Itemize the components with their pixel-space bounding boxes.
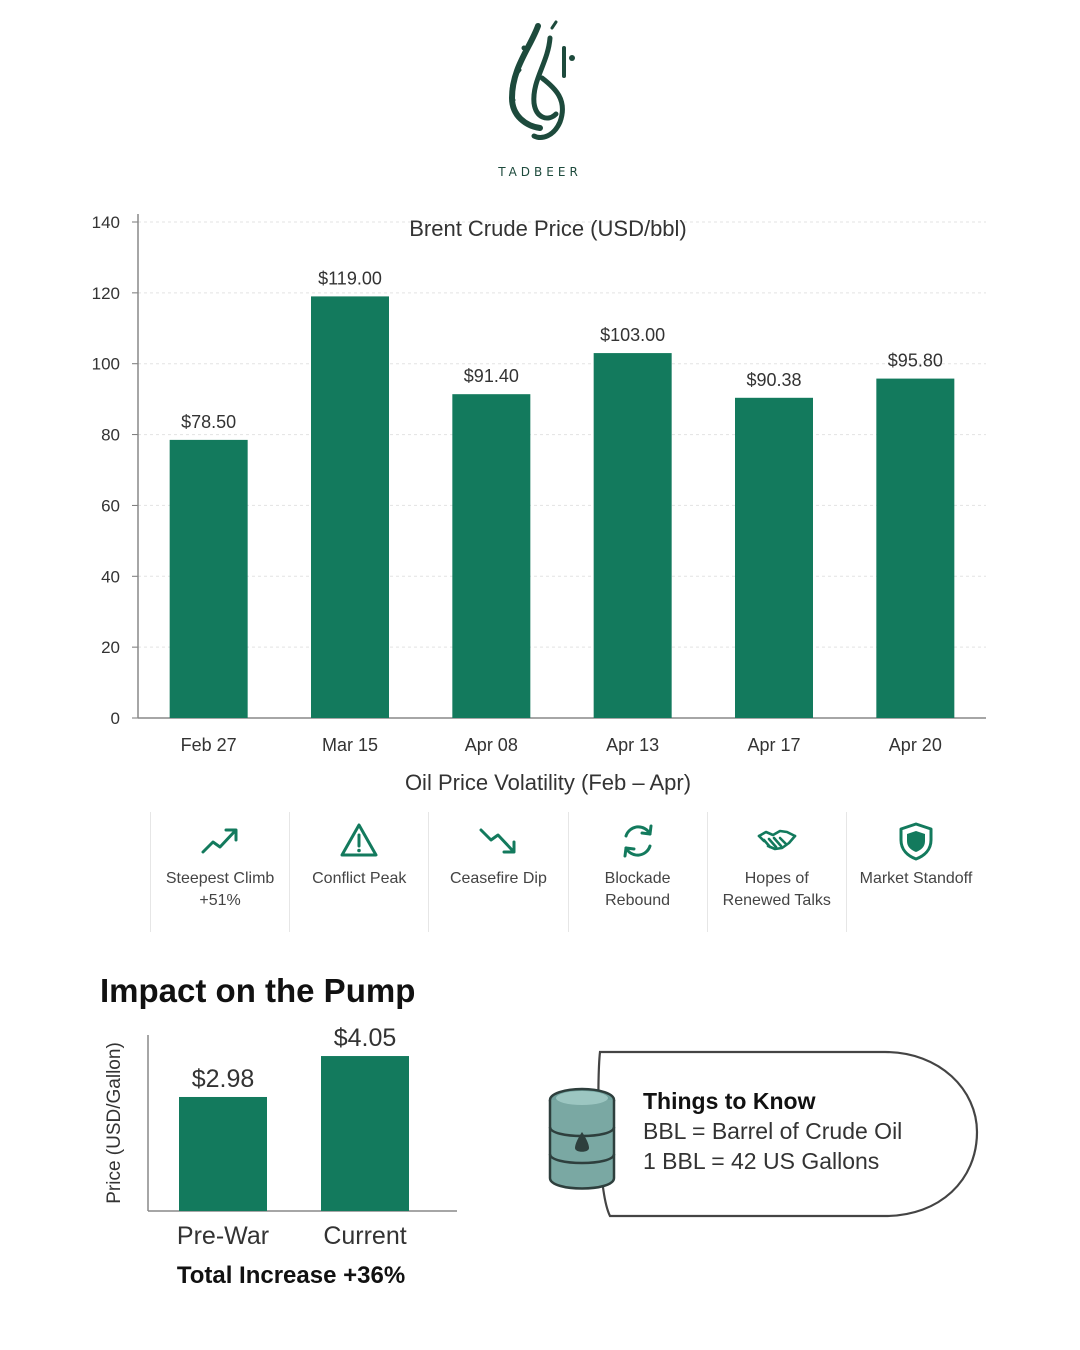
trend-up-icon (199, 820, 241, 862)
bar (170, 440, 248, 718)
oil-barrel-icon (550, 1089, 614, 1189)
y-tick-label: 40 (101, 567, 120, 587)
y-tick-label: 100 (91, 354, 120, 374)
x-axis-label: Oil Price Volatility (Feb – Apr) (404, 770, 692, 795)
trend-down-icon (477, 820, 519, 862)
event-label: Hopes of Renewed Talks (722, 870, 831, 909)
event-item (150, 812, 289, 932)
x-tick-label: Apr 08 (464, 735, 518, 755)
y-axis-label: Price (USD/Gallon) (104, 1042, 125, 1204)
info-title: Things to Know (643, 1088, 816, 1114)
y-tick-label: 0 (110, 709, 120, 728)
handshake-icon (756, 820, 798, 862)
pump-section-title: Impact on the Pump (100, 972, 416, 1009)
x-tick-label: Apr 13 (606, 735, 660, 755)
bar (321, 1056, 409, 1211)
bar (594, 353, 672, 718)
event-label: Market Standoff (859, 870, 973, 887)
data-label: $91.40 (463, 366, 519, 387)
event-label: Steepest Climb +51% (165, 870, 275, 909)
bar (735, 398, 813, 718)
bar (179, 1097, 267, 1211)
event-item (289, 812, 428, 932)
x-tick-label: Pre-War (176, 1222, 270, 1250)
brand-name: TADBEER (498, 165, 582, 179)
event-label: Blockade Rebound (604, 870, 671, 909)
bar (452, 394, 530, 718)
y-tick-label: 80 (101, 425, 120, 445)
info-line: 1 BBL = 42 US Gallons (643, 1148, 880, 1174)
event-item (568, 812, 707, 932)
event-item (428, 812, 567, 932)
shield-icon (895, 820, 937, 862)
warning-icon (338, 820, 380, 862)
bar (876, 379, 954, 718)
event-strip (150, 812, 985, 932)
data-label: $90.38 (746, 369, 802, 390)
x-tick-label: Apr 20 (888, 735, 942, 755)
refresh-icon (617, 820, 659, 862)
y-tick-label: 140 (91, 213, 120, 232)
y-tick-label: 120 (91, 283, 120, 303)
data-label: $103.00 (600, 325, 666, 346)
event-item (846, 812, 985, 932)
x-tick-label: Mar 15 (321, 735, 379, 755)
y-tick-label: 20 (101, 638, 120, 658)
event-label: Conflict Peak (312, 870, 407, 887)
bar (311, 296, 389, 718)
info-line: BBL = Barrel of Crude Oil (643, 1118, 903, 1144)
data-label: $119.00 (318, 268, 382, 289)
data-label: $2.98 (191, 1064, 255, 1093)
info-text (643, 1086, 973, 1176)
event-item (707, 812, 846, 932)
data-label: $95.80 (887, 350, 943, 371)
pump-price-chart (95, 1025, 475, 1300)
x-tick-label: Current (323, 1222, 407, 1250)
pump-total-increase: Total Increase +36% (176, 1262, 406, 1289)
data-label: $4.05 (333, 1025, 397, 1053)
x-tick-label: Feb 27 (180, 735, 237, 755)
brent-price-chart (60, 195, 1000, 805)
chart-title: Brent Crude Price (USD/bbl) (409, 216, 687, 241)
y-tick-label: 60 (101, 496, 120, 516)
tadbeer-logo-icon (490, 18, 590, 158)
data-label: $78.50 (181, 411, 237, 432)
event-label: Ceasefire Dip (449, 870, 547, 887)
x-tick-label: Apr 17 (747, 735, 801, 755)
